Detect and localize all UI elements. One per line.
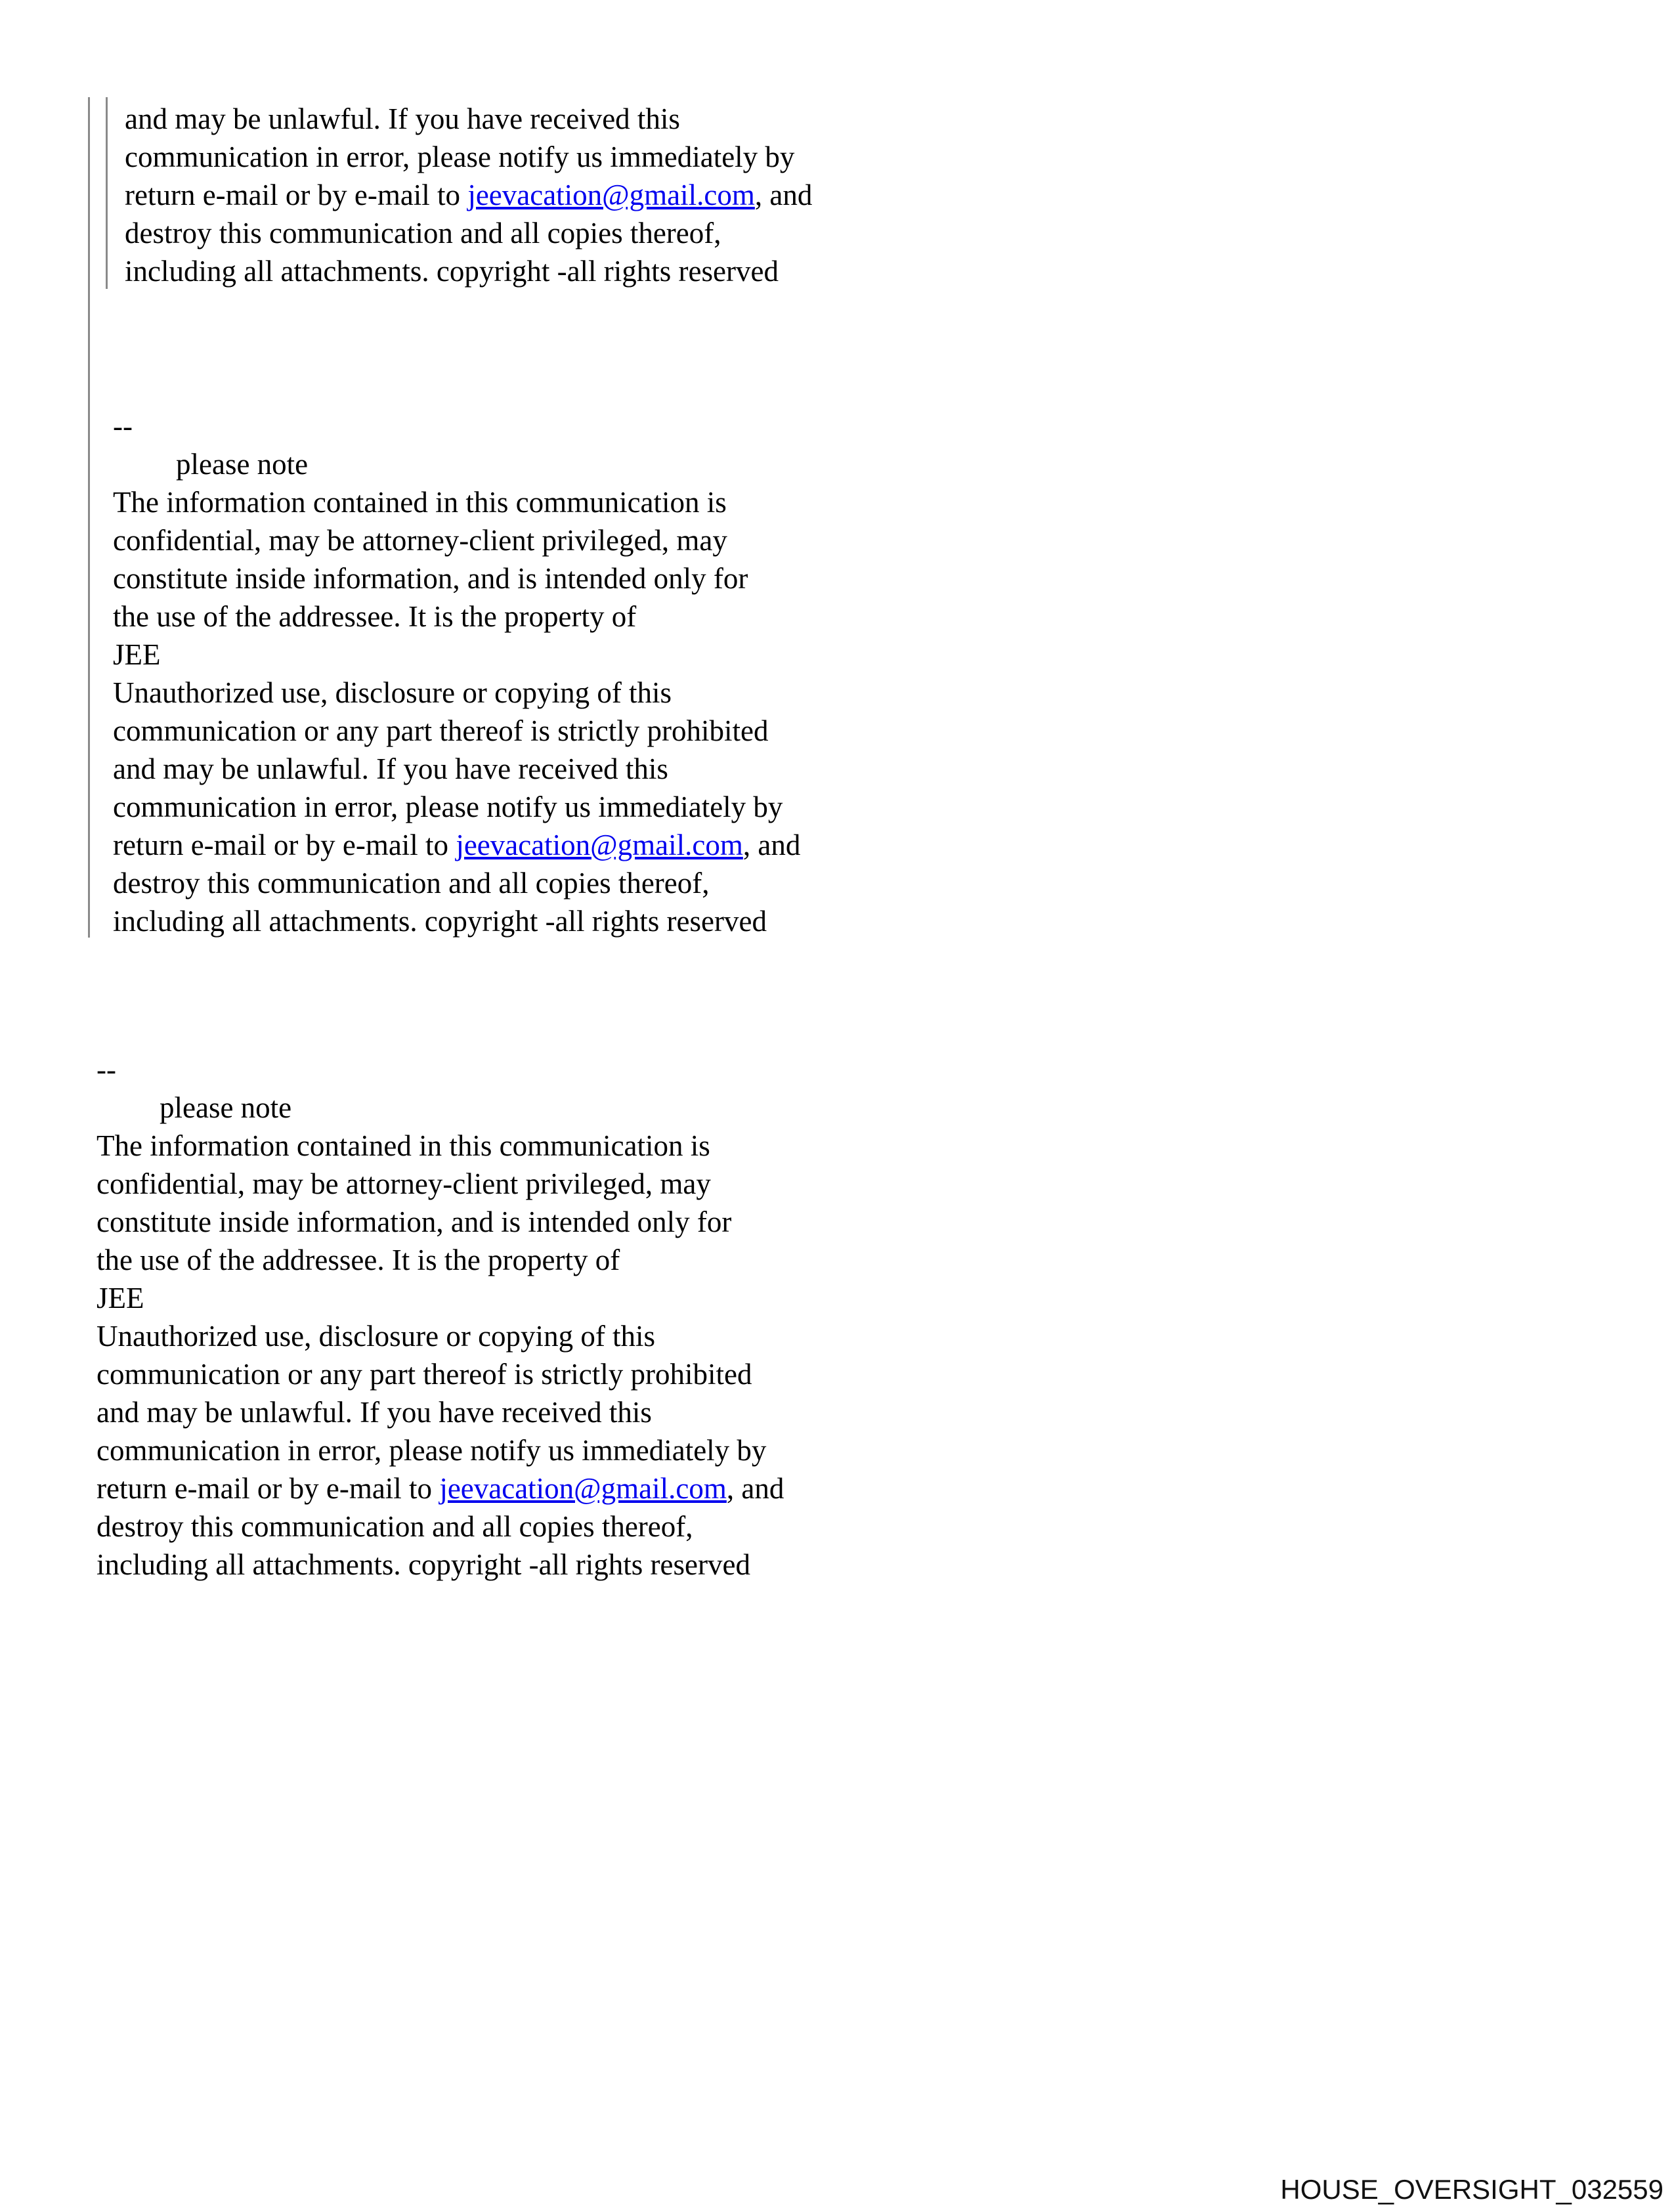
disclaimer-line: communication in error, please notify us immediately by [113,791,783,823]
link-line-pre: return e-mail or by e-mail to [113,829,456,861]
disclaimer-line: the use of the addressee. It is the property of [97,1244,620,1276]
disclaimer-line: communication in error, please notify us immediately by [125,141,795,173]
bates-number: HOUSE_OVERSIGHT_032559 [1280,2174,1663,2205]
quote-bar-level1 [88,97,90,938]
email-link[interactable]: jeevacation@gmail.com [467,179,755,211]
disclaimer-block-quoted [113,407,800,940]
disclaimer-block-unquoted [97,1051,784,1584]
disclaimer-link-line [125,176,812,214]
disclaimer-line: destroy this communication and all copies thereof, [113,867,710,900]
disclaimer-line: confidential, may be attorney-client privileged, may [97,1167,711,1200]
email-link[interactable]: jeevacation@gmail.com [456,829,743,861]
disclaimer-line: the use of the addressee. It is the property of [113,600,637,633]
email-link[interactable]: jeevacation@gmail.com [439,1472,727,1505]
link-line-post: , and [742,829,801,861]
disclaimer-line: communication or any part thereof is strictly prohibited [97,1358,752,1391]
disclaimer-line: communication or any part thereof is strictly prohibited [113,714,769,747]
link-line-pre: return e-mail or by e-mail to [97,1472,440,1505]
disclaimer-line: JEE [113,638,161,671]
disclaimer-link-line [113,826,800,864]
disclaimer-line: constitute inside information, and is intended only for [97,1205,732,1238]
disclaimer-line: and may be unlawful. If you have received this [113,752,668,785]
link-line-pre: return e-mail or by e-mail to [125,179,468,211]
disclaimer-block-partial [125,100,812,290]
disclaimer-line: destroy this communication and all copies thereof, [125,217,721,249]
please-note-label: please note [176,448,309,481]
disclaimer-line: Unauthorized use, disclosure or copying of this [113,676,672,709]
please-note-label: please note [160,1091,292,1124]
disclaimer-line: Unauthorized use, disclosure or copying of this [97,1320,656,1353]
disclaimer-line: communication in error, please notify us immediately by [97,1434,767,1467]
disclaimer-line: The information contained in this communication is [113,486,727,519]
disclaimer-line: including all attachments. copyright -all rights reserved [125,255,779,288]
link-line-post: , and [726,1472,784,1505]
disclaimer-line: confidential, may be attorney-client privileged, may [113,524,727,557]
quote-separator: -- [97,1053,116,1086]
disclaimer-line: constitute inside information, and is intended only for [113,562,748,595]
disclaimer-line: JEE [97,1282,144,1314]
disclaimer-line: The information contained in this communication is [97,1129,710,1162]
disclaimer-link-line [97,1469,784,1507]
quote-separator: -- [113,410,133,443]
disclaimer-line: destroy this communication and all copies thereof, [97,1510,693,1543]
disclaimer-line: including all attachments. copyright -all rights reserved [97,1548,750,1581]
link-line-post: , and [754,179,813,211]
disclaimer-line: including all attachments. copyright -all rights reserved [113,905,767,938]
disclaimer-line: and may be unlawful. If you have received this [125,102,680,135]
disclaimer-line: and may be unlawful. If you have received this [97,1396,652,1429]
quote-bar-level2 [106,97,108,289]
